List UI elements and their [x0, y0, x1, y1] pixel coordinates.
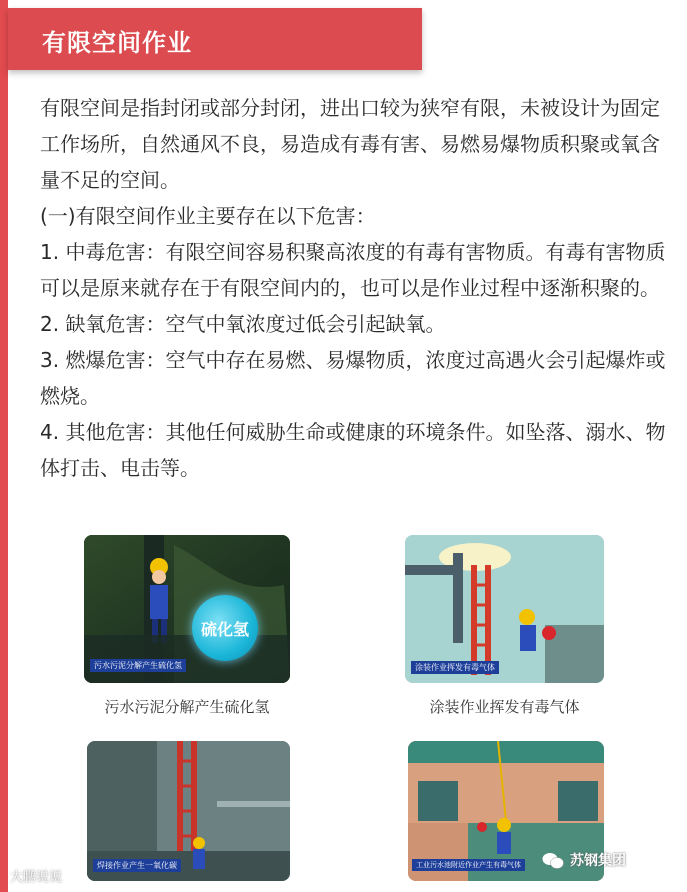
- image-overlay-label: 涂装作业挥发有毒气体: [411, 661, 499, 674]
- paragraph-poisoning: 1. 中毒危害：有限空间容易积聚高浓度的有毒有害物质。有毒有害物质可以是原来就存在于有限空间内的，也可以是作业过程中逐渐积聚的。: [40, 240, 666, 300]
- image-overlay-label: 污水污泥分解产生硫化氢: [90, 659, 186, 672]
- watermark-left: 大鹏说说: [10, 870, 63, 885]
- paragraph-definition: 有限空间是指封闭或部分封闭，进出口较为狭窄有限，未被设计为固定工作场所，自然通风不良，易造成有毒有害、易燃易爆物质积聚或氧含量不足的空间。: [40, 96, 660, 192]
- wechat-icon: [542, 852, 564, 870]
- page-title: 有限空间作业: [42, 29, 192, 57]
- h2s-bubble: 硫化氢: [192, 595, 258, 661]
- paragraph-explosion: 3. 燃爆危害：空气中存在易燃、易爆物质，浓度过高遇火会引起爆炸或燃烧。: [40, 348, 666, 408]
- image-painting-toxic-gas: [405, 535, 604, 683]
- title-banner: [8, 8, 422, 70]
- article-body: [40, 90, 670, 486]
- image-caption-painting: 涂装作业挥发有毒气体: [429, 698, 580, 716]
- image-sewer-h2s: [84, 535, 290, 683]
- image-overlay-label: 焊接作业产生一氧化碳: [93, 859, 181, 872]
- image-tunnel-welding: [87, 741, 290, 881]
- watermark-right: 苏钢集团: [570, 853, 626, 869]
- left-accent-bar: [0, 0, 8, 892]
- image-caption-sewer: 污水污泥分解产生硫化氢: [104, 698, 270, 716]
- paragraph-other: 4. 其他危害：其他任何威胁生命或健康的环境条件。如坠落、溺水、物体打击、电击等。: [40, 420, 666, 480]
- paragraph-hazards-heading: (一)有限空间作业主要存在以下危害：: [40, 204, 376, 228]
- paragraph-hypoxia: 2. 缺氧危害：空气中氧浓度过低会引起缺氧。: [40, 312, 446, 336]
- image-overlay-label: 工业污水池附近作业产生有毒气体: [412, 859, 525, 871]
